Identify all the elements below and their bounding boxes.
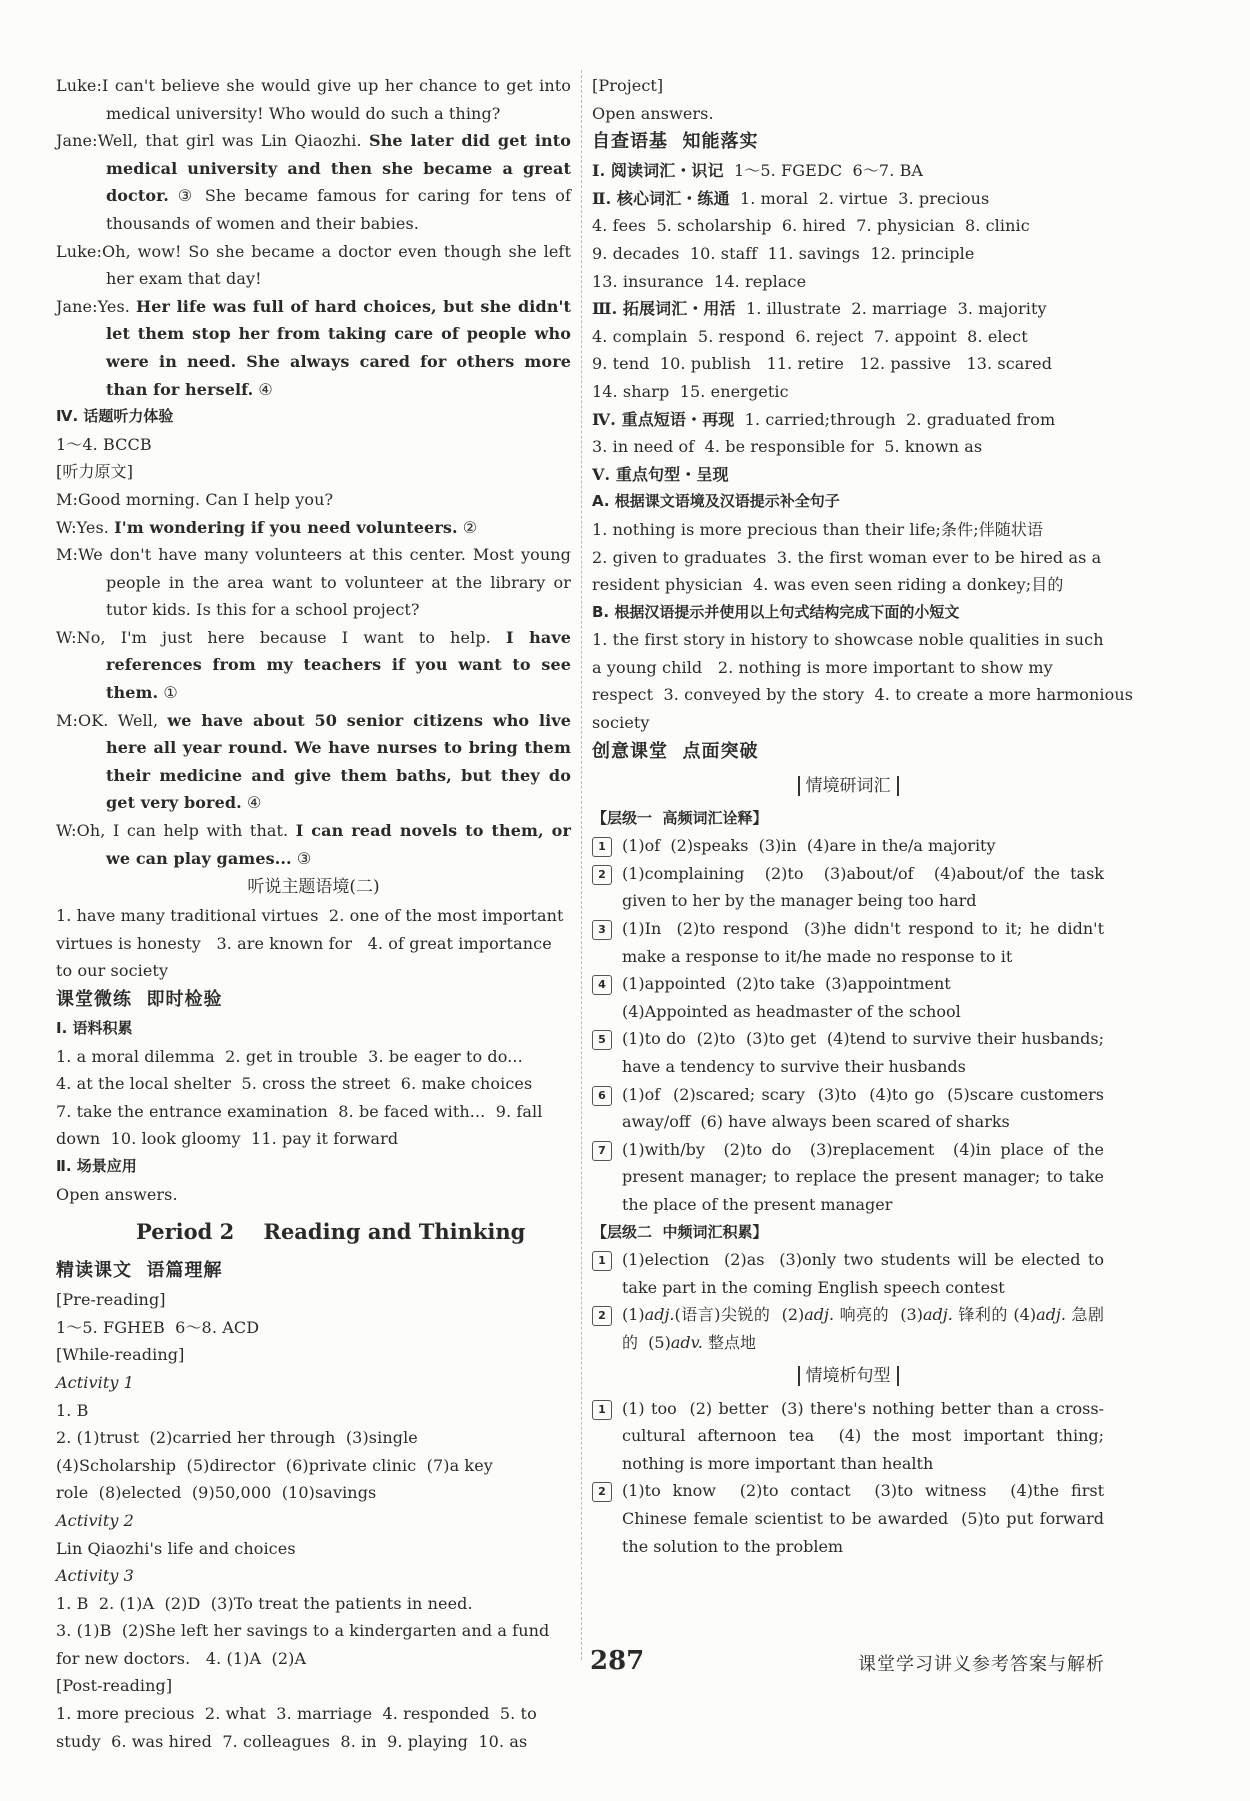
item-text: (1)appointed (2)to take (3)appointment (4)Appointed as headmaster of the school: [622, 974, 961, 1021]
text-line: to our society: [56, 961, 169, 981]
item-number-badge: 7: [592, 1141, 612, 1161]
text-line: 2. (1)trust (2)carried her through (3)single: [56, 1428, 418, 1448]
text-line: Jane:Well, that girl was Lin Qiaozhi. She later did get into medical university and then she became a great doctor. ③ She became famous for caring for tens of thousands of women and their babies.: [56, 131, 571, 233]
text-line: Ⅲ. 拓展词汇・用活 1. illustrate 2. marriage 3. majority: [592, 299, 1047, 319]
text-line: respect 3. conveyed by the story 4. to create a more harmonious: [592, 685, 1134, 705]
text-line: Luke:Oh, wow! So she became a doctor even though she left her exam that day!: [56, 241, 571, 289]
text-line: 9. tend 10. publish 11. retire 12. passive 13. scared: [592, 354, 1053, 374]
item-number-badge: 1: [592, 1400, 612, 1420]
text-line: resident physician 4. was even seen riding a donkey;目的: [592, 575, 1064, 595]
left-column: [56, 72, 571, 1755]
text-line: 精读课文 语篇理解: [56, 1260, 223, 1282]
text-line: 3. in need of 4. be responsible for 5. known as: [592, 437, 983, 457]
answer-item: [592, 1301, 1104, 1356]
text-line: society: [592, 713, 650, 733]
answer-item: [592, 832, 1104, 860]
text-line: a young child 2. nothing is more important to show my: [592, 657, 1053, 677]
text-line: 14. sharp 15. energetic: [592, 381, 789, 401]
text-line: [Post-reading]: [56, 1676, 173, 1696]
text-line: W:Oh, I can help with that. I can read novels to them, or we can play games... ③: [56, 821, 571, 868]
text-line: Ⅳ. 话题听力体验: [56, 407, 174, 426]
item-text: (1)of (2)scared; scary (3)to (4)to go (5)scare customers away/off (6) have always been scared of sharks: [622, 1084, 1104, 1132]
vocab-box-heading: 情境研词汇: [592, 769, 1104, 803]
answer-item: [592, 1246, 1104, 1301]
text-line: [While-reading]: [56, 1345, 185, 1365]
text-line: 3. (1)B (2)She left her savings to a kindergarten and a fund: [56, 1621, 550, 1641]
footer-title: 课堂学习讲义参考答案与解析: [858, 1654, 1105, 1675]
pattern-items: [592, 1395, 1104, 1561]
right-column: [592, 72, 1134, 1560]
text-line: role (8)elected (9)50,000 (10)savings: [56, 1483, 377, 1503]
text-line: (4)Scholarship (5)director (6)private clinic (7)a key: [56, 1455, 493, 1475]
pattern-box-heading: 情境析句型: [592, 1359, 1104, 1393]
item-number-badge: 3: [592, 920, 612, 940]
answer-item: [592, 1025, 1104, 1080]
item-number-badge: 2: [592, 1482, 612, 1502]
answer-item: [592, 1395, 1104, 1478]
text-line: 1～5. FGHEB 6～8. ACD: [56, 1317, 260, 1337]
page-number: 287: [590, 1646, 645, 1676]
text-line: Ⅰ. 语料积累: [56, 1019, 133, 1037]
answer-item: [592, 970, 1104, 1025]
text-line: M:OK. Well, we have about 50 senior citizens who live here all year round. We have nurses to bring them their medicine and give them baths, but they do get very bored. ④: [56, 710, 571, 813]
text-line: 4. fees 5. scholarship 6. hired 7. physician 8. clinic: [592, 216, 1030, 236]
text-line: 2. given to graduates 3. the first woman ever to be hired as a: [592, 547, 1102, 567]
answer-item: [592, 915, 1104, 970]
text-line: Activity 1: [56, 1372, 134, 1392]
text-line: 1. more precious 2. what 3. marriage 4. responded 5. to: [56, 1704, 537, 1724]
right-top-section: [592, 72, 1134, 767]
answer-item: [592, 1477, 1104, 1560]
text-line: Period 2 Reading and Thinking: [136, 1219, 526, 1245]
answer-item: [592, 1081, 1104, 1136]
item-number-badge: 5: [592, 1030, 612, 1050]
text-line: Open answers.: [592, 103, 714, 123]
item-number-badge: 2: [592, 1306, 612, 1326]
text-line: 4. at the local shelter 5. cross the street 6. make choices: [56, 1074, 533, 1094]
text-line: 1. a moral dilemma 2. get in trouble 3. be eager to do...: [56, 1046, 523, 1066]
page-footer: [590, 1646, 1105, 1686]
item-text: (1)of (2)speaks (3)in (4)are in the/a majority: [622, 836, 996, 856]
text-line: 听说主题语境(二): [247, 877, 380, 898]
text-line: [听力原文]: [56, 462, 134, 482]
item-text: (1)adj.(语言)尖锐的 (2)adj. 响亮的 (3)adj. 锋利的 (4)adj. 急剧的 (5)adv. 整点地: [622, 1305, 1104, 1352]
item-text: (1) too (2) better (3) there's nothing better than a cross-cultural afternoon tea (4) the most important thing; nothing is more important than health: [622, 1398, 1104, 1473]
item-text: (1)In (2)to respond (3)he didn't respond to it; he didn't make a response to it/he made no response to it: [622, 919, 1104, 966]
answer-item: [592, 860, 1104, 915]
text-line: 1～4. BCCB: [56, 434, 152, 454]
text-line: Ⅱ. 核心词汇・练通 1. moral 2. virtue 3. precious: [592, 188, 990, 208]
text-line: W:No, I'm just here because I want to help. I have references from my teachers if you want to see them. ①: [56, 627, 571, 703]
text-line: virtues is honesty 3. are known for 4. of great importance: [56, 933, 552, 953]
text-line: Ⅱ. 场景应用: [56, 1156, 137, 1175]
text-line: Ⅰ. 阅读词汇・识记 1～5. FGEDC 6～7. BA: [592, 161, 924, 181]
text-line: 创意课堂 点面突破: [592, 740, 759, 762]
text-line: A. 根据课文语境及汉语提示补全句子: [592, 492, 840, 511]
item-number-badge: 1: [592, 837, 612, 857]
level2-items: [592, 1246, 1104, 1356]
text-line: Open answers.: [56, 1184, 178, 1204]
text-line: M:Good morning. Can I help you?: [56, 489, 334, 509]
text-line: W:Yes. I'm wondering if you need volunteers. ②: [56, 517, 478, 537]
text-line: study 6. was hired 7. colleagues 8. in 9. playing 10. as: [56, 1731, 528, 1751]
text-line: Activity 3: [56, 1566, 134, 1586]
item-text: (1)election (2)as (3)only two students will be elected to take part in the coming English speech contest: [622, 1250, 1104, 1297]
text-line: Activity 2: [56, 1510, 134, 1530]
text-line: B. 根据汉语提示并使用以上句式结构完成下面的小短文: [592, 602, 960, 621]
text-line: 1. the first story in history to showcase noble qualities in such: [592, 630, 1104, 650]
text-line: Luke:I can't believe she would give up her chance to get into medical university! Who would do such a thing?: [56, 76, 571, 123]
column-divider: [581, 70, 583, 1660]
item-text: (1)to do (2)to (3)to get (4)tend to survive their husbands; have a tendency to survive their husbands: [622, 1029, 1104, 1076]
level1-items: [592, 832, 1104, 1218]
text-line: 13. insurance 14. replace: [592, 271, 807, 291]
text-line: 4. complain 5. respond 6. reject 7. appoint 8. elect: [592, 326, 1028, 346]
answer-item: [592, 1136, 1104, 1219]
text-line: 7. take the entrance examination 8. be faced with... 9. fall: [56, 1101, 543, 1121]
item-text: (1)with/by (2)to do (3)replacement (4)in place of the present manager; to replace the present manager; to take the place of the present manager: [622, 1139, 1104, 1214]
level2-heading: 【层级二 中频词汇积累】: [592, 1222, 768, 1241]
text-line: 课堂微练 即时检验: [56, 989, 223, 1010]
item-number-badge: 4: [592, 975, 612, 995]
text-line: 自查语基 知能落实: [592, 131, 759, 153]
item-number-badge: 1: [592, 1251, 612, 1271]
text-line: 1. nothing is more precious than their life;条件;伴随状语: [592, 519, 1044, 539]
text-line: for new doctors. 4. (1)A (2)A: [56, 1648, 307, 1668]
item-text: (1)complaining (2)to (3)about/of (4)about/of the task given to her by the manager being too hard: [622, 863, 1104, 911]
text-line: 1. B 2. (1)A (2)D (3)To treat the patients in need.: [56, 1593, 473, 1613]
text-line: 1. B: [56, 1400, 89, 1420]
level1-heading: 【层级一 高频词汇诠释】: [592, 808, 768, 827]
text-line: Ⅴ. 重点句型・呈现: [592, 464, 729, 484]
item-number-badge: 2: [592, 865, 612, 885]
text-line: 1. have many traditional virtues 2. one of the most important: [56, 906, 564, 926]
text-line: [Pre-reading]: [56, 1290, 166, 1310]
text-line: down 10. look gloomy 11. pay it forward: [56, 1129, 399, 1149]
text-line: 9. decades 10. staff 11. savings 12. principle: [592, 243, 975, 263]
item-number-badge: 6: [592, 1086, 612, 1106]
item-text: (1)to know (2)to contact (3)to witness (4)the first Chinese female scientist to be awarded (5)to put forward the solution to the problem: [622, 1481, 1104, 1556]
text-line: Ⅳ. 重点短语・再现 1. carried;through 2. graduated from: [592, 409, 1056, 429]
text-line: [Project]: [592, 76, 664, 95]
text-line: M:We don't have many volunteers at this center. Most young people in the area want to volunteer at the library or tutor kids. Is this for a school project?: [56, 545, 571, 620]
text-line: Jane:Yes. Her life was full of hard choices, but she didn't let them stop her from taking care of people who were in need. She always cared for others more than for herself. ④: [56, 296, 571, 399]
text-line: Lin Qiaozhi's life and choices: [56, 1538, 296, 1558]
